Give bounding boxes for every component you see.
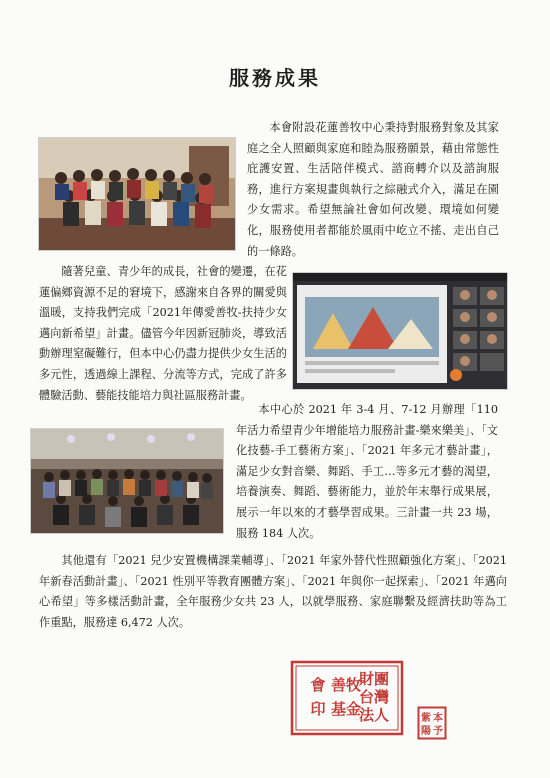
svg-text:財團: 財團 (358, 670, 390, 688)
svg-text:予: 予 (433, 726, 443, 737)
paragraph-talent: 本中心於 2021 年 3-4 月、7-12 月辦理「110年活力希望青少年增能培力服務計畫-樂來樂美」、「文化技藝-手工藝術方案」、「2021 年多元才藝計畫」，滿足少女對音樂、舞蹈、手工…等多元才藝的渴望，培養演奏、舞蹈、藝術能力，並於年末舉行成果展，展示一年以來的才藝學習成果。三計畫一共 23 場，服務 184 人次。 (236, 403, 498, 540)
svg-text:台灣: 台灣 (358, 688, 390, 706)
personal-seal (417, 706, 447, 740)
paragraph-plan: 隨著兒童、青少年的成長，社會的變遷，在花蓮偏鄉資源不足的窘境下，感謝來自各界的關愛與溫暖，支持我們完成「2021年傳愛善牧-扶持少女邁向新希望」計畫。儘管今年因新冠肺炎，導致活動辦理窒礙難行，但本中心仍盡力提供少女生活的多元性，透過線上課程、分流等方式，完成了許多體驗活動、藝能技能培力與社區服務計畫。 (39, 265, 287, 402)
svg-text:本: 本 (433, 713, 443, 724)
svg-text:印: 印 (310, 700, 326, 718)
group-photo (38, 137, 236, 251)
organization-seal (290, 660, 404, 736)
paragraph-other-programs: 其他還有「2021 兒少安置機構課業輔導」、「2021 年家外替代性照顧強化方案」、「2021 年新春活動計畫」、「2021 性別平等教育團體方案」、「2021 年與你一起探索」、「2021 年邁向心希望」等多樣活動計畫，全年服務少女共 23 人，以就學服務、家庭聯繫及經濟扶助等為工作重點，服務達 6,472 人次。 (39, 554, 507, 629)
paragraph-intro: 本會附設花蓮善牧中心秉持對服務對象及其家庭之全人照顧與家庭和睦為服務願景，藉由常態性庇護安置、生活陪伴模式、諮商轉介以及諮詢服務，進行方案規畫與執行之綜融式介入，滿足在園少女需求。希望無論社會如何改變、環境如何變化，服務使用者都能於風雨中屹立不搖、走出自己的一條路。 (247, 121, 499, 258)
svg-text:會: 會 (310, 676, 326, 694)
svg-text:法人: 法人 (358, 706, 390, 724)
online-class-screenshot (292, 272, 508, 390)
svg-text:紫: 紫 (421, 713, 431, 724)
svg-text:善牧: 善牧 (330, 676, 362, 694)
svg-text:陽: 陽 (421, 726, 431, 737)
exhibition-photo (30, 428, 224, 534)
svg-text:基金: 基金 (330, 700, 362, 718)
page-title: 服務成果 (229, 66, 321, 90)
